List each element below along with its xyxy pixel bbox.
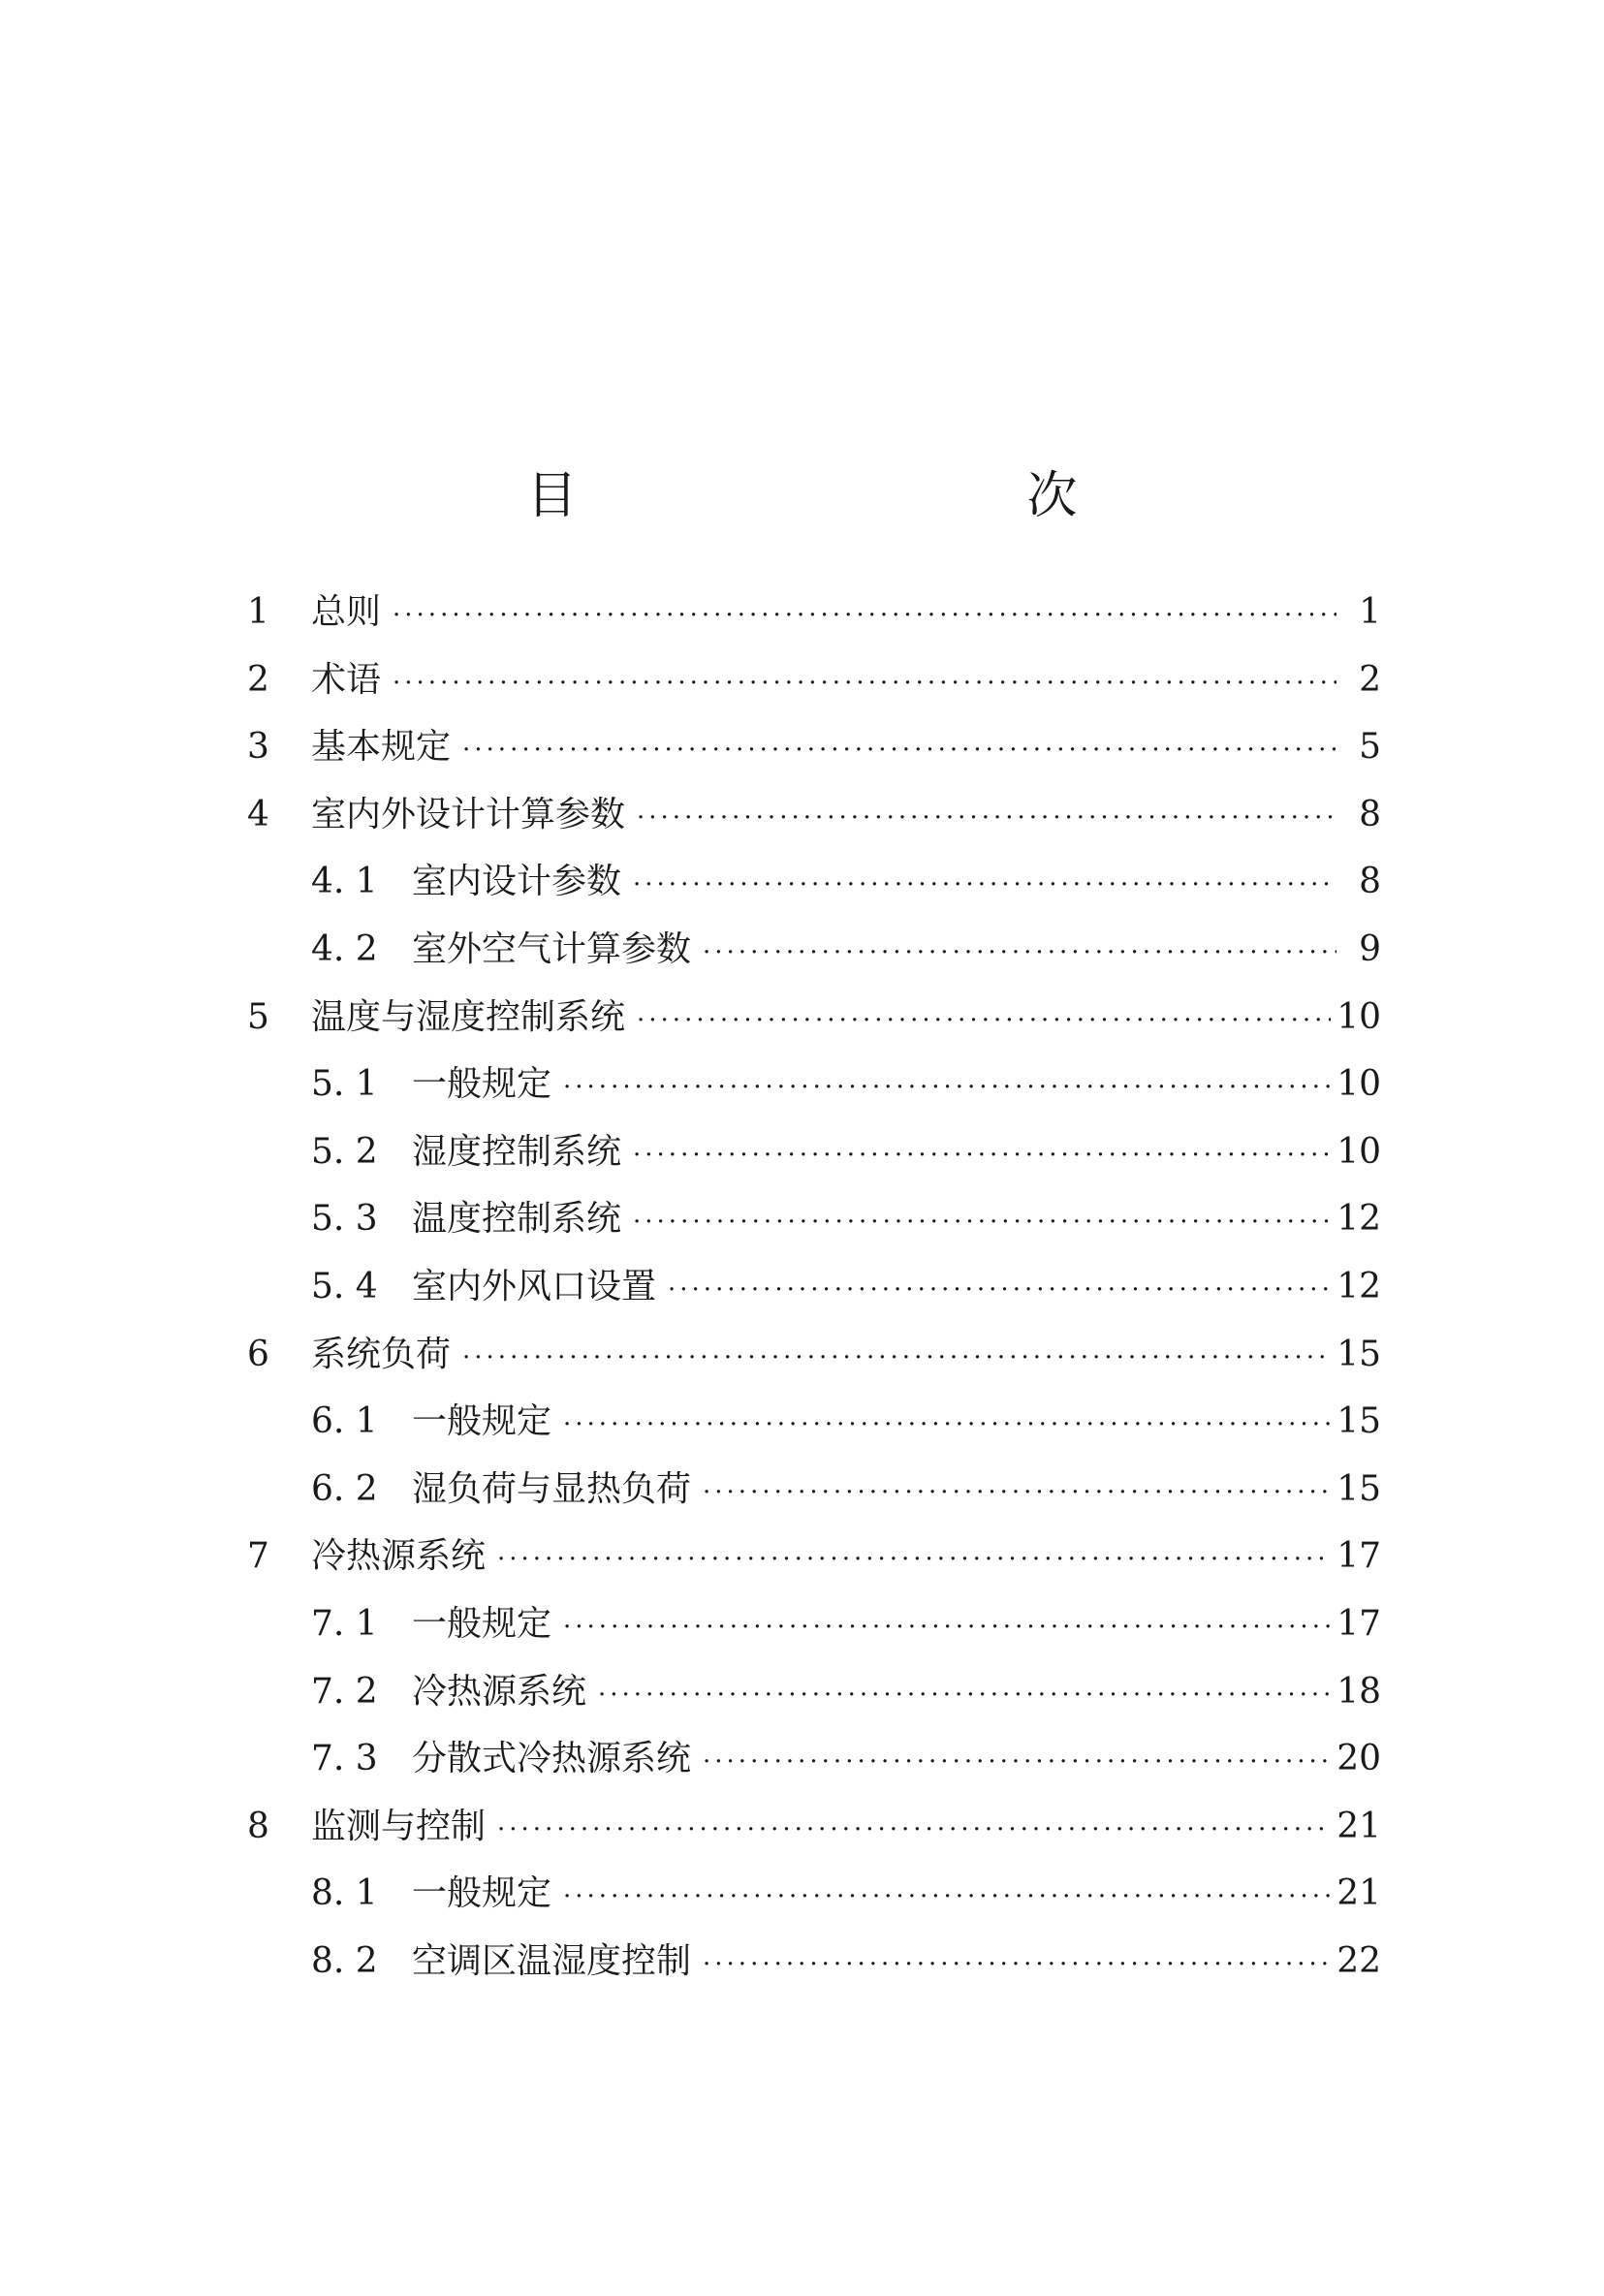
toc-entry-page: 2 <box>1359 659 1381 700</box>
toc-entry[interactable] <box>247 1321 1381 1389</box>
toc-subentry[interactable] <box>247 1118 1381 1186</box>
toc-entry-number: 5. 1 <box>311 1064 378 1105</box>
toc-subentry[interactable] <box>247 1051 1381 1118</box>
toc-subentry[interactable] <box>247 1860 1381 1928</box>
toc-leader-dots <box>462 717 1337 785</box>
toc-subentry[interactable] <box>247 1388 1381 1456</box>
toc-entry-page: 15 <box>1337 1334 1381 1374</box>
toc-entry-number: 7. 1 <box>311 1603 378 1644</box>
toc-entry[interactable] <box>247 984 1381 1052</box>
toc-entry-label: 室内外风口设置 <box>412 1266 657 1306</box>
toc-entry-number: 6. 2 <box>311 1468 378 1509</box>
toc-entry[interactable] <box>247 579 1381 646</box>
toc-leader-dots <box>563 1864 1331 1932</box>
toc-entry-label: 室外空气计算参数 <box>412 928 692 969</box>
toc-entry-label: 系统负荷 <box>311 1334 452 1374</box>
toc-entry-page: 21 <box>1337 1873 1381 1914</box>
toc-leader-dots <box>393 582 1337 650</box>
toc-entry-number: 8. 1 <box>311 1873 378 1914</box>
toc-subentry[interactable] <box>247 1590 1381 1658</box>
toc-subentry[interactable] <box>247 848 1381 916</box>
toc-entry-label: 总则 <box>311 592 382 632</box>
toc-subentry[interactable] <box>247 1253 1381 1321</box>
toc-entry-number: 4 <box>247 794 269 834</box>
toc-entry-label: 湿度控制系统 <box>412 1131 622 1172</box>
toc-entry-number: 1 <box>247 592 269 632</box>
toc-entry-label: 室内设计参数 <box>412 862 622 902</box>
toc-entry-label: 空调区温湿度控制 <box>412 1940 692 1981</box>
toc-entry-page: 17 <box>1337 1536 1381 1577</box>
toc-entry-number: 8. 2 <box>311 1940 378 1981</box>
toc-entry-label: 一般规定 <box>412 1873 552 1914</box>
toc-entry-page: 15 <box>1337 1468 1381 1509</box>
toc-leader-dots <box>637 988 1331 1055</box>
toc-entry-page: 8 <box>1359 862 1381 902</box>
toc-entry-page: 15 <box>1337 1401 1381 1442</box>
toc-leader-dots <box>497 1797 1331 1865</box>
toc-entry-label: 冷热源系统 <box>412 1671 587 1712</box>
toc-entry-label: 一般规定 <box>412 1603 552 1644</box>
toc-subentry[interactable] <box>247 1658 1381 1726</box>
toc-entry-number: 4. 2 <box>311 928 378 969</box>
toc-entry-label: 湿负荷与显热负荷 <box>412 1468 692 1509</box>
toc-leader-dots <box>563 1054 1331 1122</box>
toc-subentry[interactable] <box>247 1456 1381 1524</box>
toc-leader-dots <box>393 650 1337 718</box>
toc-entry-number: 5. 4 <box>311 1266 378 1306</box>
toc-entry-number: 6 <box>247 1334 269 1374</box>
toc-entry-number: 8 <box>247 1806 269 1846</box>
toc-leader-dots <box>703 920 1337 988</box>
toc-entry[interactable] <box>247 1523 1381 1590</box>
toc-entry-number: 5. 3 <box>311 1199 378 1240</box>
toc-entry-label: 分散式冷热源系统 <box>412 1739 692 1779</box>
toc-entry-label: 基本规定 <box>311 727 452 768</box>
toc-leader-dots <box>563 1594 1331 1662</box>
toc-entry-page: 22 <box>1337 1940 1381 1981</box>
toc-entry-number: 5 <box>247 996 269 1037</box>
toc-entry-page: 10 <box>1337 1131 1381 1172</box>
toc-entry-label: 室内外设计计算参数 <box>311 794 626 834</box>
toc-entry-number: 5. 2 <box>311 1131 378 1172</box>
toc-leader-dots <box>633 1122 1331 1190</box>
toc-entry-page: 1 <box>1359 592 1381 632</box>
toc-entry-number: 2 <box>247 659 269 700</box>
toc-entry-label: 一般规定 <box>412 1401 552 1442</box>
toc-leader-dots <box>668 1257 1331 1325</box>
toc-entry[interactable] <box>247 781 1381 849</box>
toc-leader-dots <box>598 1662 1331 1730</box>
toc-leader-dots <box>633 852 1337 920</box>
toc-entry-page: 21 <box>1337 1806 1381 1846</box>
toc-entry-number: 6. 1 <box>311 1401 378 1442</box>
toc-entry-label: 温度控制系统 <box>412 1199 622 1240</box>
toc-leader-dots <box>703 1460 1331 1527</box>
toc-entry-page: 12 <box>1337 1266 1381 1306</box>
table-of-contents <box>247 579 1381 1995</box>
toc-entry-page: 12 <box>1337 1199 1381 1240</box>
toc-entry-label: 温度与湿度控制系统 <box>311 996 626 1037</box>
toc-subentry[interactable] <box>247 1725 1381 1793</box>
toc-subentry[interactable] <box>247 1928 1381 1996</box>
toc-leader-dots <box>462 1325 1331 1393</box>
toc-entry-number: 3 <box>247 727 269 768</box>
toc-entry-number: 7 <box>247 1536 269 1577</box>
toc-entry-page: 20 <box>1337 1739 1381 1779</box>
toc-entry-label: 术语 <box>311 659 382 700</box>
toc-entry-page: 10 <box>1337 1064 1381 1105</box>
toc-entry[interactable] <box>247 713 1381 781</box>
toc-entry-page: 5 <box>1359 727 1381 768</box>
toc-leader-dots <box>703 1932 1331 1999</box>
toc-subentry[interactable] <box>247 916 1381 984</box>
toc-leader-dots <box>497 1526 1331 1594</box>
toc-entry-number: 4. 1 <box>311 862 378 902</box>
toc-subentry[interactable] <box>247 1185 1381 1253</box>
toc-entry[interactable] <box>247 1793 1381 1861</box>
toc-entry-label: 监测与控制 <box>311 1806 487 1846</box>
toc-entry-number: 7. 3 <box>311 1739 378 1779</box>
toc-entry-number: 7. 2 <box>311 1671 378 1712</box>
toc-title: 目 次 <box>526 466 1194 525</box>
toc-entry-page: 10 <box>1337 996 1381 1037</box>
toc-leader-dots <box>563 1392 1331 1460</box>
toc-entry-page: 17 <box>1337 1603 1381 1644</box>
toc-entry-page: 9 <box>1359 928 1381 969</box>
toc-leader-dots <box>633 1189 1331 1257</box>
toc-entry-page: 8 <box>1359 794 1381 834</box>
toc-entry-label: 冷热源系统 <box>311 1536 487 1577</box>
toc-entry-page: 18 <box>1337 1671 1381 1712</box>
toc-entry[interactable] <box>247 646 1381 714</box>
toc-leader-dots <box>703 1729 1331 1797</box>
toc-entry-label: 一般规定 <box>412 1064 552 1105</box>
toc-leader-dots <box>637 785 1337 853</box>
